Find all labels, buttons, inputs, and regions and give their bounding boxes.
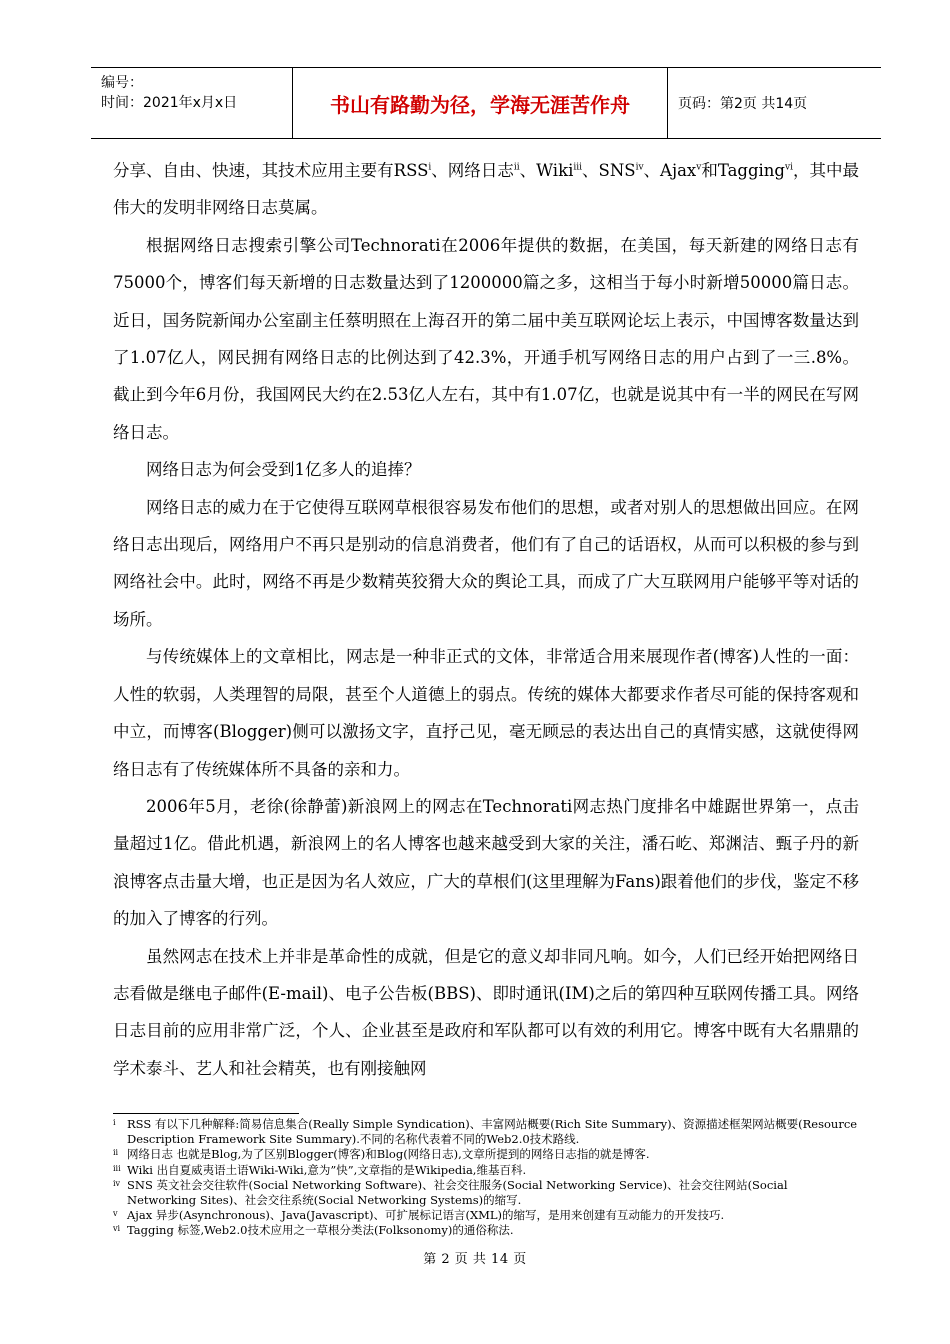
footnote: v Ajax 异步(Asynchronous)、Java(Javascript)、可扩展标记语言(XML)的缩写，是用来创建有互动能力的开发技巧. [113, 1208, 725, 1223]
paragraph-7: 虽然网志在技术上并非是革命性的成就，但是它的意义却非同凡响。如今，人们已经开始把网络日志看做是继电子邮件(E-mail)、电子公告板(BBS)、即时通讯(IM)之后的第四种互联网传播工具。网络日志目前的应用非常广泛，个人、企业甚至是政府和军队都可以有效的利用它。博客中既有大名鼎鼎的学术泰斗、艺人和社会精英，也有刚接触网 [113, 946, 859, 1078]
paragraph-2: 根据网络日志搜索引擎公司Technorati在2006年提供的数据，在美国，每天新建的网络日志有75000个，博客们每天新增的日志数量达到了1200000篇之多，这相当于每小时新增50000篇日志。近日，国务院新闻办公室副主任蔡明照在上海召开的第二届中美互联网论坛上表示，中国博客数量达到了1.07亿人，网民拥有网络日志的比例达到了42.3%，开通手机写网络日志的用户占到了一三.8%。截止到今年6月份，我国网民大约在2.53亿人左右，其中有1.07亿，也就是说其中有一半的网民在写网络日志。 [113, 235, 859, 442]
footnote-ref[interactable]: v [696, 162, 702, 173]
footnote-ref[interactable]: ii [513, 162, 520, 173]
header-motto: 书山有路勤为径，学海无涯苦作舟 [293, 68, 668, 138]
footnote: vi Tagging 标签,Web2.0技术应用之一草根分类法(Folksonomy)的通俗称法. [113, 1223, 514, 1238]
header-page-label: 页码：第2页 共14页 [678, 96, 808, 112]
footnote-ref[interactable]: iv [635, 162, 644, 173]
footnote-ref[interactable]: vi [785, 162, 793, 173]
footnote: iv SNS 英文社会交往软件(Social Networking Software)、社会交往服务(Social Networking Service)、社会交往网站(Social Networking Sites)、社会交往系统(Social Networking Systems)的缩写. [113, 1177, 788, 1208]
time-label: 时间：2021年x月x日 [101, 95, 238, 111]
paragraph-4: 网络日志的威力在于它使得互联网草根很容易发布他们的思想，或者对别人的思想做出回应。在网络日志出现后，网络用户不再只是别动的信息消费者，他们有了自己的话语权，从而可以积极的参与到网络社会中。此时，网络不再是少数精英狡猾大众的舆论工具，而成了广大互联网用户能够平等对话的场所。 [113, 497, 859, 629]
paragraph-5: 与传统媒体上的文章相比，网志是一种非正式的文体，非常适合用来展现作者(博客)人性的一面：人性的软弱，人类理智的局限，甚至个人道德上的弱点。传统的媒体大都要求作者尽可能的保持客观和中立，而博客(Blogger)侧可以激扬文字，直抒己见，毫无顾忌的表达出自己的真情实感，这就使得网络日志有了传统媒体所不具备的亲和力。 [113, 647, 859, 779]
footnote: ii 网络日志 也就是Blog,为了区别Blogger(博客)和Blog(网络日志),文章所提到的网络日志指的就是博客. [113, 1147, 650, 1162]
body-text [113, 152, 859, 1087]
footnote-ref[interactable]: i [428, 162, 432, 173]
footnotes [113, 1117, 859, 1239]
header-meta [91, 68, 293, 138]
footnote: i RSS 有以下几种解释:简易信息集合(Really Simple Syndication)、丰富网站概要(Rich Site Summary)、资源描述框架网站概要(Resource Description Framework Site Summary).不同的名称代表着不同的Web2.0技术路线. [113, 1117, 858, 1147]
page-header [91, 67, 881, 139]
number-label: 编号： [101, 75, 143, 91]
paragraph-1: 分享、自由、快速，其技术应用主要有RSS$^i$、网络日志$^{ii}$、Wiki$^{iii}$、SNS$^{iv}$、Ajax$^v$和Tagging$^{vi}$，其中最伟大的发明非网络日志莫属。 [113, 161, 860, 218]
paragraph-6: 2006年5月，老徐(徐静蕾)新浪网上的网志在Technorati网志热门度排名中雄踞世界第一，点击量超过1亿。借此机遇，新浪网上的名人博客也越来越受到大家的关注，潘石屹、郑渊洁、甄子丹的新浪博客点击量大增，也正是因为名人效应，广大的草根们(这里理解为Fans)跟着他们的步伐，鉴定不移的加入了博客的行列。 [113, 796, 859, 929]
paragraph-3: 网络日志为何会受到1亿多人的追捧？ [146, 460, 421, 480]
footnote-ref[interactable]: iii [573, 162, 582, 173]
footnote-separator [113, 1113, 299, 1114]
page-footer: 第 2 页 共 14 页 [423, 1252, 527, 1267]
footnote: iii Wiki 出自夏威夷语土语Wiki-Wiki,意为”快”,文章指的是Wikipedia,维基百科. [113, 1162, 527, 1177]
